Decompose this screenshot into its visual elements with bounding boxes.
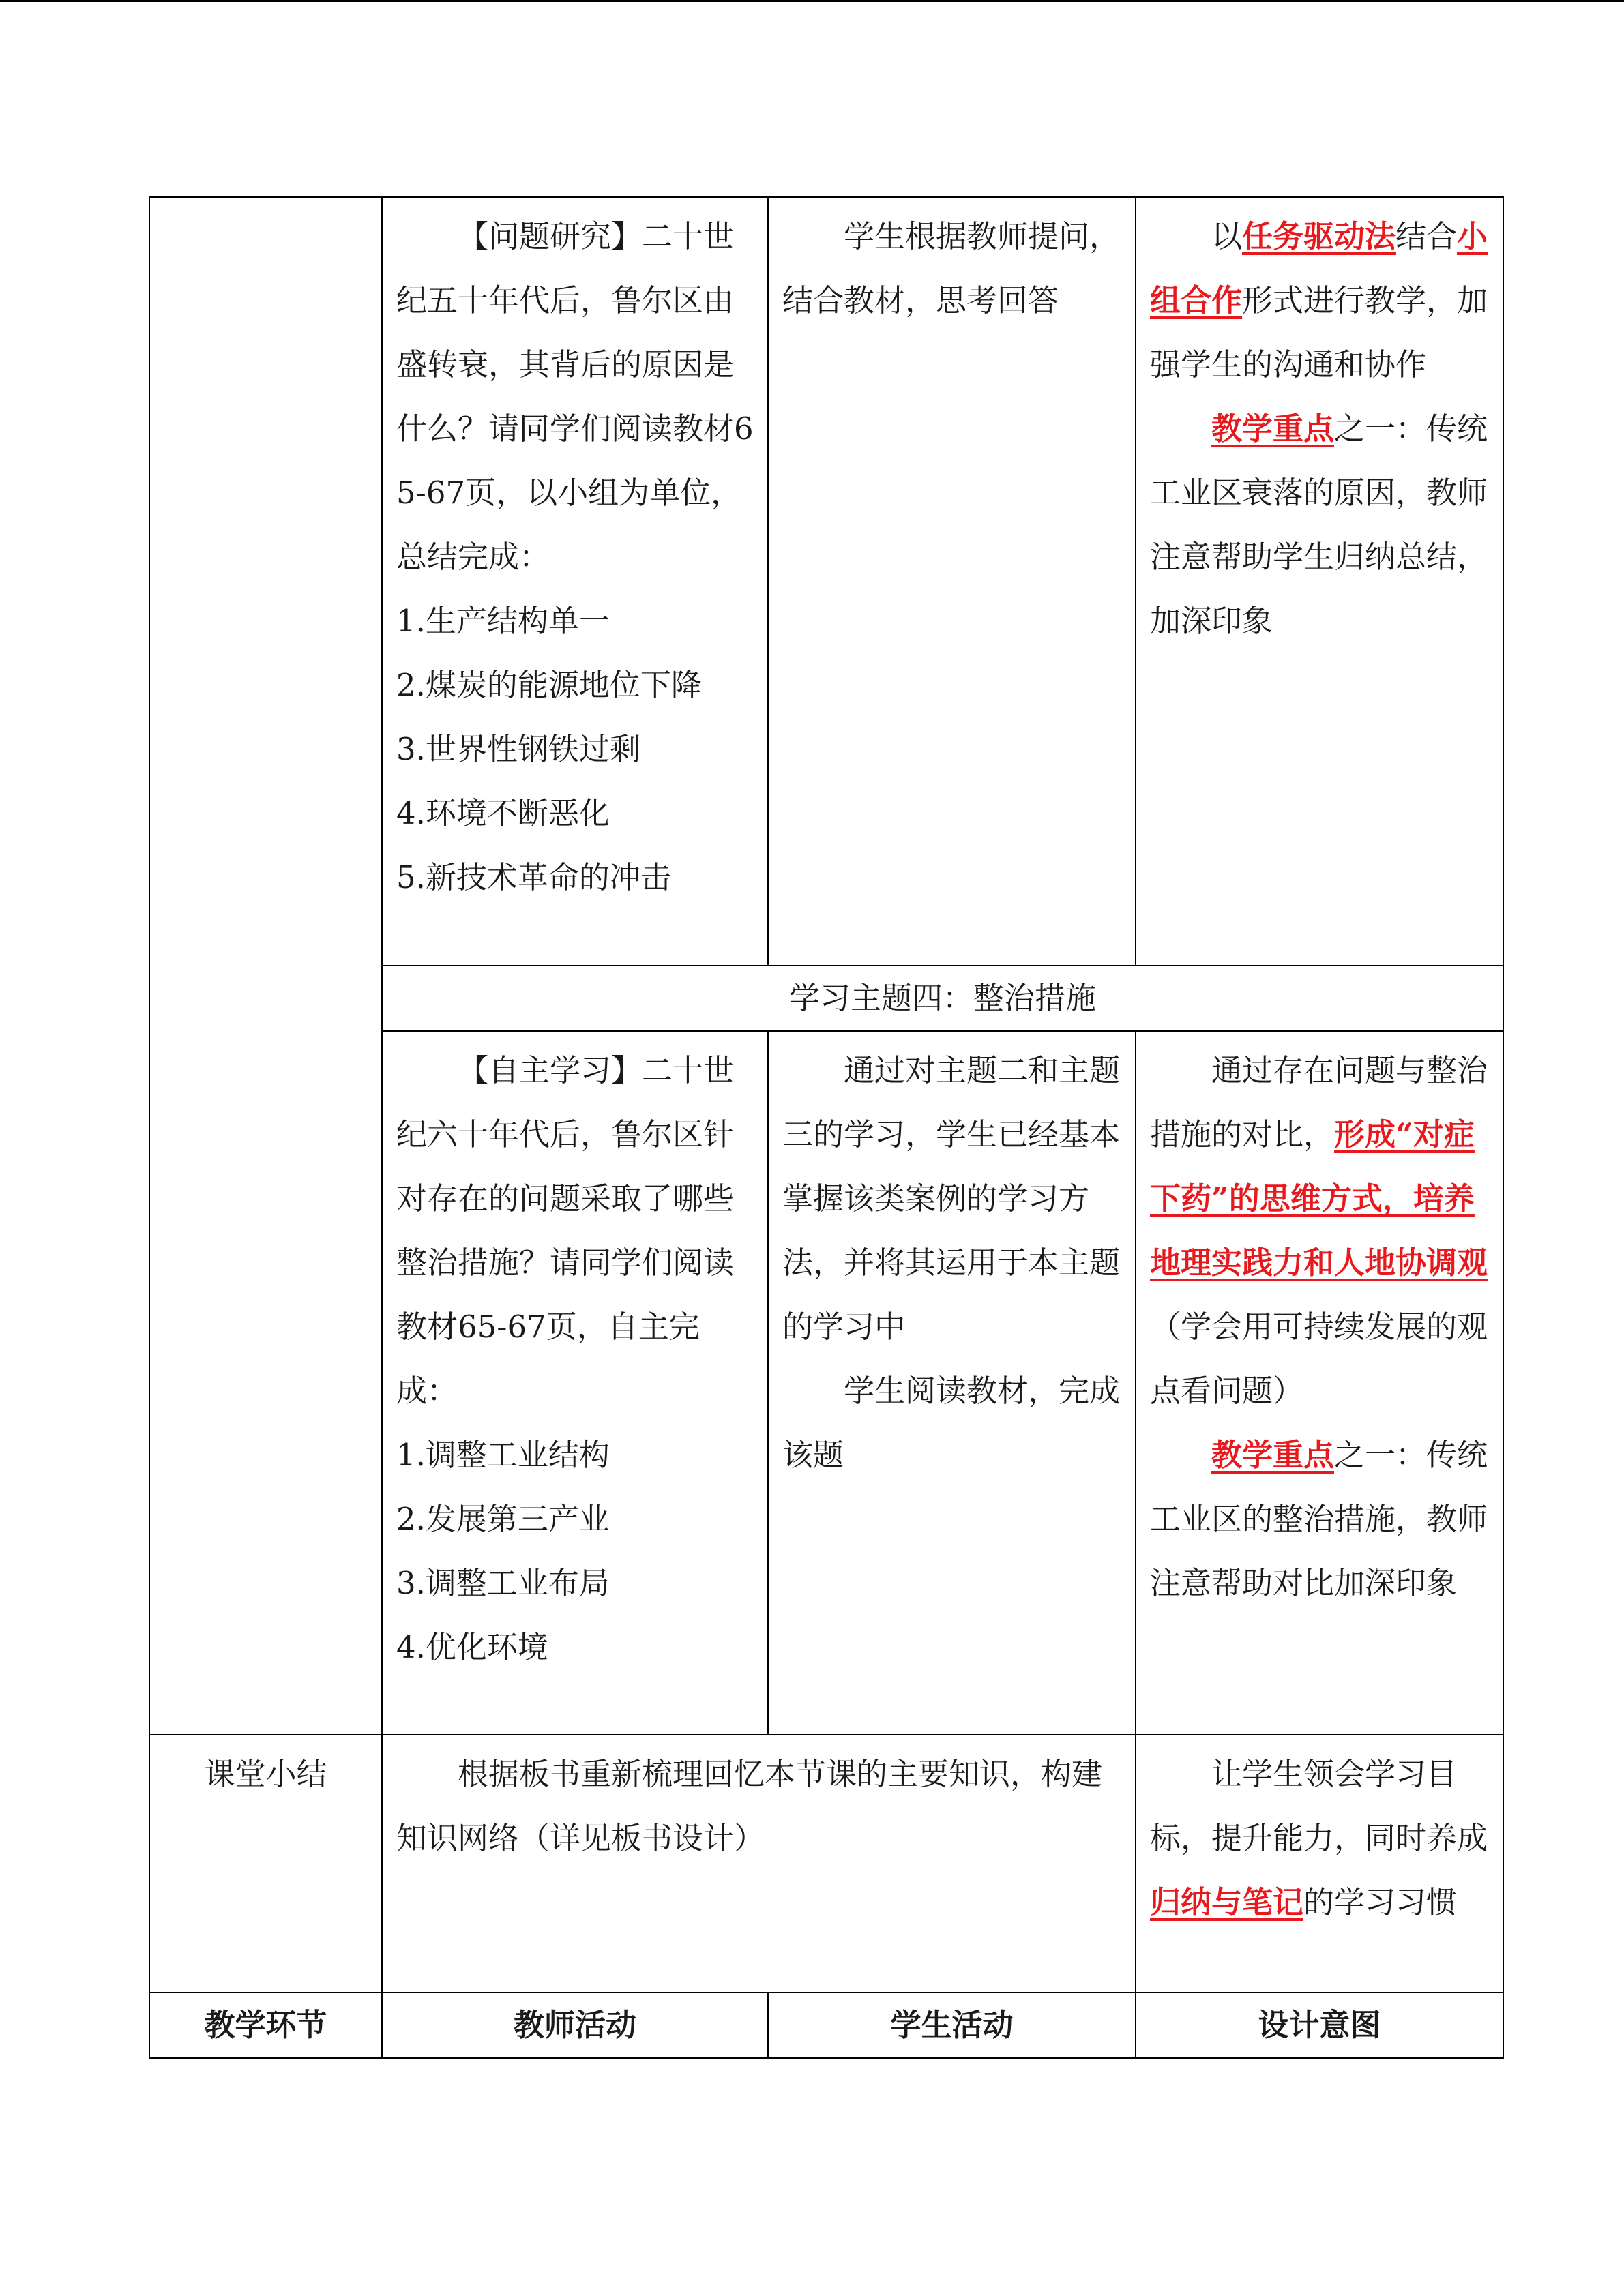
list-item: 3.世界性钢铁过剩 <box>396 731 640 767</box>
header-student-activity: 学生活动 <box>768 1993 1136 2058</box>
text-run: 之一：传统工业区的整治措施，教师注意帮助对比加深印象 <box>1150 1437 1488 1601</box>
list-item: 1.生产结构单一 <box>396 603 610 639</box>
stage-cell-empty <box>149 197 382 1735</box>
activity-prompt: 二十世纪六十年代后，鲁尔区针对存在的问题采取了哪些整治措施？请同学们阅读教材65-67页，自主完成： <box>396 1052 735 1409</box>
page-top-rule <box>0 0 1624 2</box>
student-activity-cell <box>768 197 1136 966</box>
header-teacher-activity: 教师活动 <box>382 1993 768 2058</box>
header-design-intent: 设计意图 <box>1136 1993 1503 2058</box>
design-intent-cell <box>1136 197 1503 966</box>
lesson-plan-table <box>149 196 1504 2059</box>
text-run: 的学习习惯 <box>1303 1884 1458 1920</box>
teacher-activity-cell <box>382 1031 768 1735</box>
activity-prompt: 二十世纪五十年代后，鲁尔区由盛转衰，其背后的原因是什么？请同学们阅读教材65-67页，以小组为单位，总结完成： <box>396 218 754 575</box>
text-run: 形式进行教学，加强学生的沟通和协作 <box>1150 282 1488 383</box>
student-activity-text: 学生根据教师提问，结合教材，思考回答 <box>782 218 1121 318</box>
emphasis-key-point: 教学重点 <box>1211 411 1335 447</box>
list-item: 5.新技术革命的冲击 <box>396 859 671 895</box>
header-teaching-stage: 教学环节 <box>149 1993 382 2058</box>
teacher-activity-text <box>396 1039 754 1423</box>
emphasis-thinking-style: 形成“对症下药”的思维方式，培养地理实践力和人地协调观 <box>1150 1116 1488 1281</box>
list-item: 4.环境不断恶化 <box>396 795 610 831</box>
summary-teacher-cell <box>382 1735 1136 1993</box>
list-item: 4.优化环境 <box>396 1629 548 1665</box>
text-run: 结合 <box>1396 218 1458 254</box>
summary-design-cell <box>1136 1735 1503 1993</box>
table-header-row <box>149 1993 1503 2058</box>
teacher-activity-text <box>396 205 754 589</box>
emphasis-key-point: 教学重点 <box>1211 1437 1335 1473</box>
emphasis-notes: 归纳与笔记 <box>1150 1884 1304 1920</box>
emphasis-group-work: 小组合作 <box>1150 218 1488 318</box>
list-item: 1.调整工业结构 <box>396 1437 610 1473</box>
emphasis-task-driven: 任务驱动法 <box>1242 218 1396 254</box>
summary-label: 课堂小结 <box>149 1735 382 1993</box>
text-run: 通过存在问题与整治措施的对比， <box>1150 1052 1488 1152</box>
activity-heading: 【问题研究】 <box>458 218 643 254</box>
summary-design-text <box>1150 1742 1489 1935</box>
student-activity-cell <box>768 1031 1136 1735</box>
student-activity-text: 通过对主题二和主题三的学习，学生已经基本掌握该类案例的学习方法，并将其运用于本主题的学习中 <box>782 1052 1121 1345</box>
list-item: 2.煤炭的能源地位下降 <box>396 667 702 703</box>
activity-heading: 【自主学习】 <box>458 1052 643 1088</box>
teacher-activity-cell <box>382 197 768 966</box>
problem-research-row <box>149 197 1503 966</box>
summary-text: 根据板书重新梳理回忆本节课的主要知识，构建知识网络（详见板书设计） <box>396 1756 1103 1856</box>
text-run: 以 <box>1211 218 1243 254</box>
design-intent-text <box>1150 205 1489 397</box>
text-run: 之一：传统工业区衰落的原因，教师注意帮助学生归纳总结，加深印象 <box>1150 411 1488 639</box>
text-run: （学会用可持续发展的观点看问题） <box>1150 1309 1488 1409</box>
key-point-text <box>1150 1423 1489 1615</box>
student-activity-text: 学生阅读教材，完成该题 <box>782 1373 1121 1473</box>
list-item: 3.调整工业布局 <box>396 1565 610 1601</box>
list-item: 2.发展第三产业 <box>396 1501 610 1537</box>
design-intent-text <box>1150 1039 1489 1423</box>
design-intent-cell <box>1136 1031 1503 1735</box>
theme-four-heading: 学习主题四：整治措施 <box>382 966 1503 1031</box>
text-run: 让学生领会学习目标，提升能力，同时养成 <box>1150 1756 1488 1856</box>
key-point-text <box>1150 397 1489 653</box>
summary-row <box>149 1735 1503 1993</box>
